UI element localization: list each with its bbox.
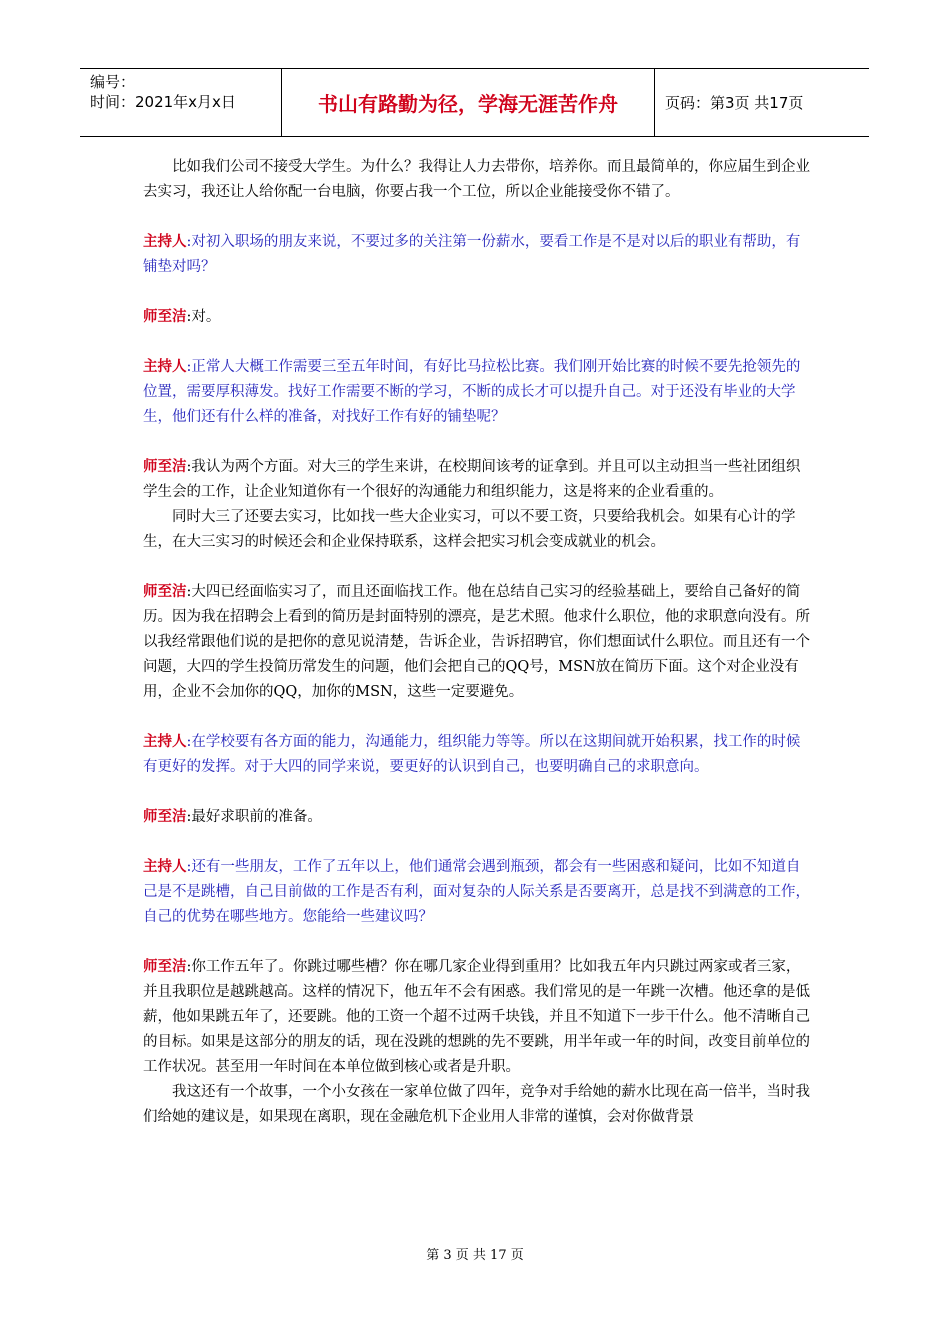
body-paragraph: 比如我们公司不接受大学生。为什么？我得让人力去带你，培养你。而且最简单的，你应届生到企业去实习，我还让人给你配一台电脑，你要占我一个工位，所以企业能接受你不错了。 (143, 159, 810, 200)
header-motto: 书山有路勤为径，学海无涯苦作舟 (282, 69, 655, 136)
guest-line: :我认为两个方面。对大三的学生来讲，在校期间该考的证拿到。并且可以主动担当一些社团组织学生会的工作，让企业知道你有一个很好的沟通能力和组织能力，这是将来的企业看重的。 (143, 459, 801, 500)
document-number-label: 编号： (90, 73, 136, 91)
host-line: :对初入职场的朋友来说，不要过多的关注第一份薪水，要看工作是不是对以后的职业有帮助，有铺垫对吗？ (143, 234, 801, 275)
page-header (80, 68, 869, 137)
guest-line: :最好求职前的准备。 (186, 809, 322, 825)
guest-line: :对。 (186, 309, 221, 325)
document-body (143, 155, 810, 1130)
page-footer: 第 3 页 共 17 页 (426, 1248, 524, 1263)
dialogue-paragraph (143, 580, 810, 705)
dialogue-paragraph (143, 455, 810, 505)
host-line: :还有一些朋友，工作了五年以上，他们通常会遇到瓶颈，都会有一些困惑和疑问，比如不知道自己是不是跳槽，自己目前做的工作是否有利，面对复杂的人际关系是否要离开，总是找不到满意的工作，自己的优势在哪些地方。您能给一些建议吗？ (143, 859, 810, 925)
host-line: :在学校要有各方面的能力，沟通能力，组织能力等等。所以在这期间就开始积累，找工作的时候有更好的发挥。对于大四的同学来说，要更好的认识到自己，也要明确自己的求职意向。 (143, 734, 801, 775)
speaker-label: 主持人 (143, 734, 187, 750)
dialogue-paragraph (143, 805, 810, 830)
host-line: :正常人大概工作需要三至五年时间，有好比马拉松比赛。我们刚开始比赛的时候不要先抢领先的位置，需要厚积薄发。找好工作需要不断的学习，不断的成长才可以提升自己。对于还没有毕业的大学生，他们还有什么样的准备，对找好工作有好的铺垫呢？ (143, 359, 801, 425)
dialogue-paragraph (143, 230, 810, 280)
header-page-info: 页码：第3页 共17页 (665, 94, 804, 112)
dialogue-paragraph (143, 730, 810, 780)
speaker-label: 师至洁 (143, 584, 187, 600)
speaker-label: 师至洁 (143, 809, 187, 825)
speaker-label: 师至洁 (143, 309, 187, 325)
speaker-label: 主持人 (143, 359, 187, 375)
dialogue-paragraph (143, 305, 810, 330)
body-paragraph: 我这还有一个故事，一个小女孩在一家单位做了四年，竞争对手给她的薪水比现在高一倍半，当时我们给她的建议是，如果现在离职，现在金融危机下企业用人非常的谨慎，会对你做背景 (143, 1084, 810, 1125)
document-date-label: 时间：2021年x月x日 (90, 93, 236, 111)
guest-line: :大四已经面临实习了，而且还面临找工作。他在总结自己实习的经验基础上，要给自己备好的简历。因为我在招聘会上看到的简历是封面特别的漂亮，是艺术照。他求什么职位，他的求职意向没有。所以我经常跟他们说的是把你的意见说清楚，告诉企业，告诉招聘官，你们想面试什么职位。而且还有一个问题，大四的学生投简历常发生的问题，他们会把自己的QQ号，MSN放在简历下面。这个对企业没有用，企业不会加你的QQ，加你的MSN，这些一定要避免。 (143, 584, 810, 700)
dialogue-paragraph (143, 355, 810, 430)
header-meta (80, 69, 282, 136)
body-paragraph: 同时大三了还要去实习，比如找一些大企业实习，可以不要工资，只要给我机会。如果有心计的学生，在大三实习的时候还会和企业保持联系，这样会把实习机会变成就业的机会。 (143, 509, 796, 550)
speaker-label: 师至洁 (143, 459, 187, 475)
speaker-label: 师至洁 (143, 959, 187, 975)
guest-line: :你工作五年了。你跳过哪些槽？你在哪几家企业得到重用？比如我五年内只跳过两家或者三家，并且我职位是越跳越高。这样的情况下，他五年不会有困惑。我们常见的是一年跳一次槽。他还拿的是低薪，他如果跳五年了，还要跳。他的工资一个超不过两千块钱，并且不知道下一步干什么。他不清晰自己的目标。如果是这部分的朋友的话，现在没跳的想跳的先不要跳，用半年或一年的时间，改变目前单位的工作状况。甚至用一年时间在本单位做到核心或者是升职。 (143, 959, 810, 1075)
dialogue-paragraph (143, 855, 810, 930)
speaker-label: 主持人 (143, 859, 187, 875)
speaker-label: 主持人 (143, 234, 187, 250)
dialogue-paragraph (143, 955, 810, 1080)
